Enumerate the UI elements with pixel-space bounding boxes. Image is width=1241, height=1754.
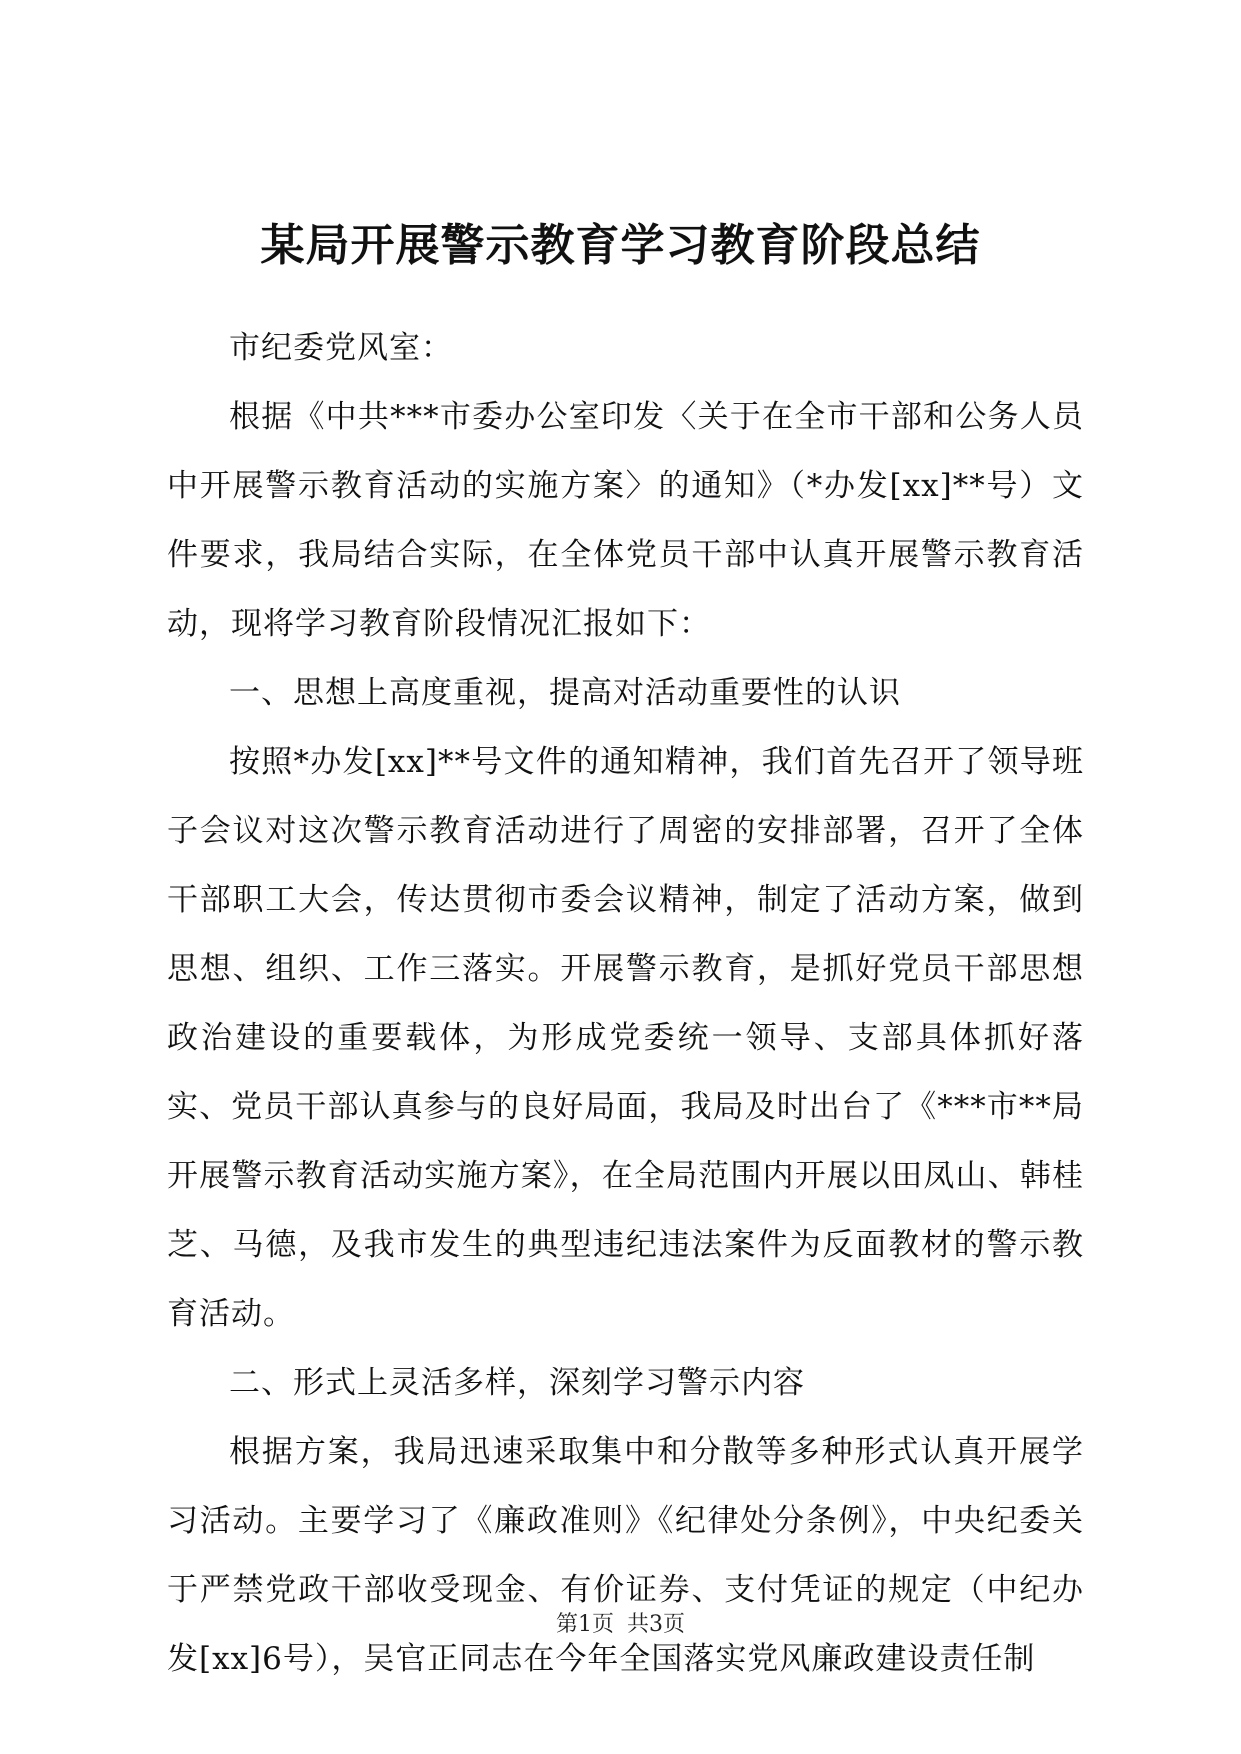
section-heading-2: 二、形式上灵活多样，深刻学习警示内容 [229, 1365, 805, 1401]
document-body [167, 314, 1084, 1694]
section-2-paragraph: 根据方案，我局迅速采取集中和分散等多种形式认真开展学习活动。主要学习了《廉政准则》《纪律处分条例》，中央纪委关于严禁党政干部收受现金、有价证券、支付凭证的规定（中纪办发[xx]6号），吴官正同志在今年全国落实党风廉政建设责任制 [167, 1434, 1084, 1677]
salutation: 市纪委党风室： [229, 330, 453, 366]
page-total: 共3页 [627, 1612, 685, 1637]
document-title: 某局开展警示教育学习教育阶段总结 [260, 220, 981, 271]
intro-paragraph: 根据《中共***市委办公室印发〈关于在全市干部和公务人员中开展警示教育活动的实施方案〉的通知》（*办发[xx]**号）文件要求，我局结合实际，在全体党员干部中认真开展警示教育活动，现将学习教育阶段情况汇报如下： [167, 399, 1084, 642]
section-1-paragraph: 按照*办发[xx]**号文件的通知精神，我们首先召开了领导班子会议对这次警示教育活动进行了周密的安排部署，召开了全体干部职工大会，传达贯彻市委会议精神，制定了活动方案，做到思想、组织、工作三落实。开展警示教育，是抓好党员干部思想政治建设的重要载体，为形成党委统一领导、支部具体抓好落实、党员干部认真参与的良好局面，我局及时出台了《***市**局开展警示教育活动实施方案》，在全局范围内开展以田凤山、韩桂芝、马德，及我市发生的典型违纪违法案件为反面教材的警示教育活动。 [167, 744, 1084, 1332]
section-heading-1: 一、思想上高度重视，提高对活动重要性的认识 [229, 675, 901, 711]
page-number: 第1页 [556, 1612, 614, 1637]
page-footer [0, 1610, 1241, 1640]
